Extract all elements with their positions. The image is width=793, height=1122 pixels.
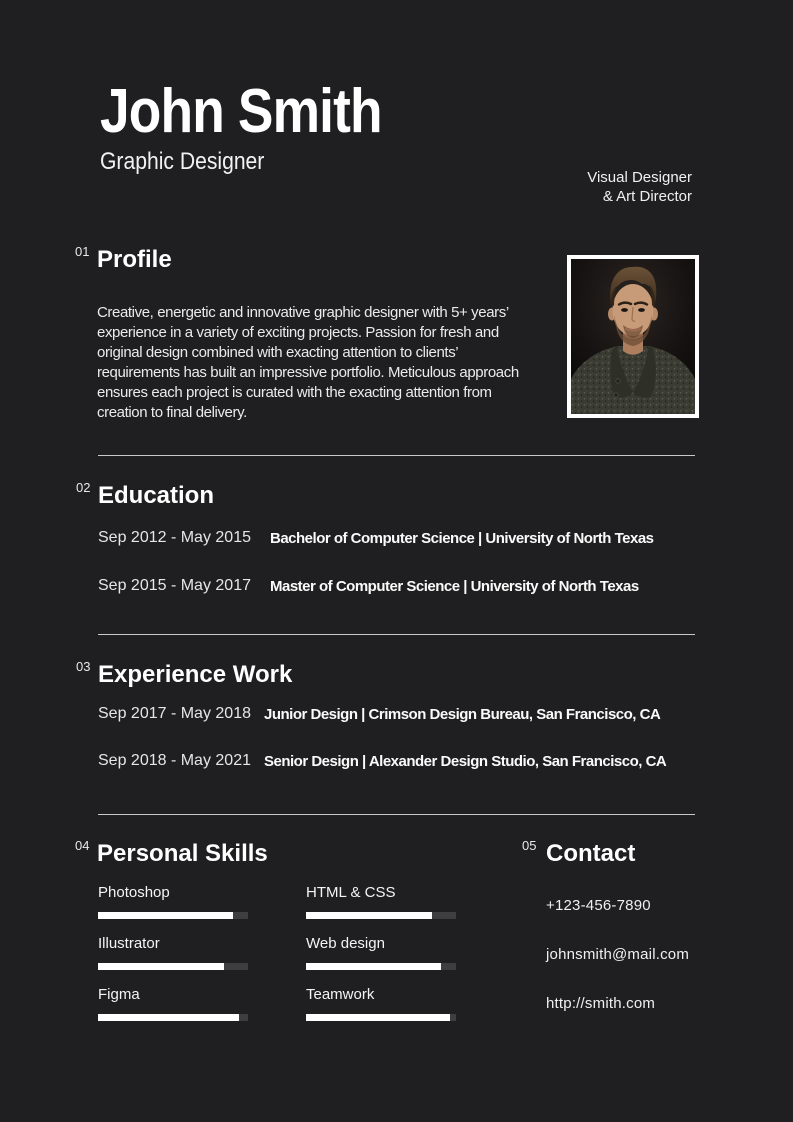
section-number-education: 02 bbox=[76, 480, 91, 495]
section-heading-contact: Contact bbox=[546, 840, 636, 867]
skill-item bbox=[306, 986, 456, 1021]
section-heading-skills: Personal Skills bbox=[97, 840, 268, 867]
experience-item bbox=[0, 704, 793, 724]
contact-list bbox=[546, 897, 689, 1044]
person-name: John Smith bbox=[100, 77, 382, 146]
skill-bar-track bbox=[306, 1014, 456, 1021]
profile-photo bbox=[567, 255, 699, 418]
section-heading-profile: Profile bbox=[97, 246, 172, 273]
portrait-illustration bbox=[571, 259, 695, 414]
section-divider bbox=[98, 634, 695, 635]
skill-bar-fill bbox=[98, 1014, 239, 1021]
skill-label: Teamwork bbox=[306, 986, 375, 1003]
contact-website: http://smith.com bbox=[546, 995, 656, 1012]
skill-label: Figma bbox=[98, 986, 140, 1003]
skill-label: Photoshop bbox=[98, 884, 170, 901]
skill-item bbox=[98, 884, 248, 919]
skill-label: Web design bbox=[306, 935, 385, 952]
section-number-profile: 01 bbox=[75, 244, 90, 259]
skill-bar-track bbox=[98, 963, 248, 970]
skill-bar-track bbox=[98, 912, 248, 919]
education-dates: Sep 2012 - May 2015 bbox=[98, 529, 251, 546]
skill-bar-fill bbox=[306, 1014, 450, 1021]
education-detail: Bachelor of Computer Science | University of North Texas bbox=[270, 530, 654, 547]
education-item bbox=[0, 576, 793, 596]
experience-dates: Sep 2018 - May 2021 bbox=[98, 752, 251, 769]
tagline-line-2: & Art Director bbox=[602, 188, 692, 205]
experience-item bbox=[0, 751, 793, 771]
skill-bar-fill bbox=[306, 912, 432, 919]
skill-item bbox=[306, 884, 456, 919]
skill-item bbox=[306, 935, 456, 970]
section-number-contact: 05 bbox=[522, 838, 537, 853]
skills-column-right bbox=[306, 884, 456, 1037]
skill-bar-fill bbox=[98, 912, 233, 919]
section-number-experience: 03 bbox=[76, 659, 91, 674]
experience-dates: Sep 2017 - May 2018 bbox=[98, 705, 251, 722]
skill-bar-track bbox=[306, 912, 456, 919]
skill-bar-track bbox=[306, 963, 456, 970]
contact-phone: +123-456-7890 bbox=[546, 897, 651, 914]
skill-label: HTML & CSS bbox=[306, 884, 396, 901]
experience-detail: Junior Design | Crimson Design Bureau, San Francisco, CA bbox=[264, 706, 661, 723]
profile-summary-text: Creative, energetic and innovative graphic designer with 5+ years’ experience in a variety of exciting projects. Passion for fresh and original design combined with exacting attention to clients’ requirements has built an impressive portfolio. Meticulous approach ensures each project is curated with the exacting attention from creation to final delivery. bbox=[97, 304, 519, 421]
contact-email: johnsmith@mail.com bbox=[546, 946, 690, 963]
job-title: Graphic Designer bbox=[100, 148, 265, 175]
skill-item bbox=[98, 935, 248, 970]
section-divider bbox=[98, 455, 695, 456]
skills-column-left bbox=[98, 884, 248, 1037]
header-tagline bbox=[587, 168, 692, 206]
skill-bar-fill bbox=[306, 963, 441, 970]
education-detail: Master of Computer Science | University of North Texas bbox=[270, 578, 639, 595]
skill-item bbox=[98, 986, 248, 1021]
education-dates: Sep 2015 - May 2017 bbox=[98, 577, 251, 594]
section-heading-experience: Experience Work bbox=[98, 661, 293, 688]
skill-label: Illustrator bbox=[98, 935, 160, 952]
skill-bar-track bbox=[98, 1014, 248, 1021]
education-item bbox=[0, 528, 793, 548]
section-heading-education: Education bbox=[98, 482, 215, 509]
section-divider bbox=[98, 814, 695, 815]
experience-detail: Senior Design | Alexander Design Studio, San Francisco, CA bbox=[264, 753, 667, 770]
skill-bar-fill bbox=[98, 963, 224, 970]
tagline-line-1: Visual Designer bbox=[587, 169, 692, 186]
section-number-skills: 04 bbox=[75, 838, 90, 853]
